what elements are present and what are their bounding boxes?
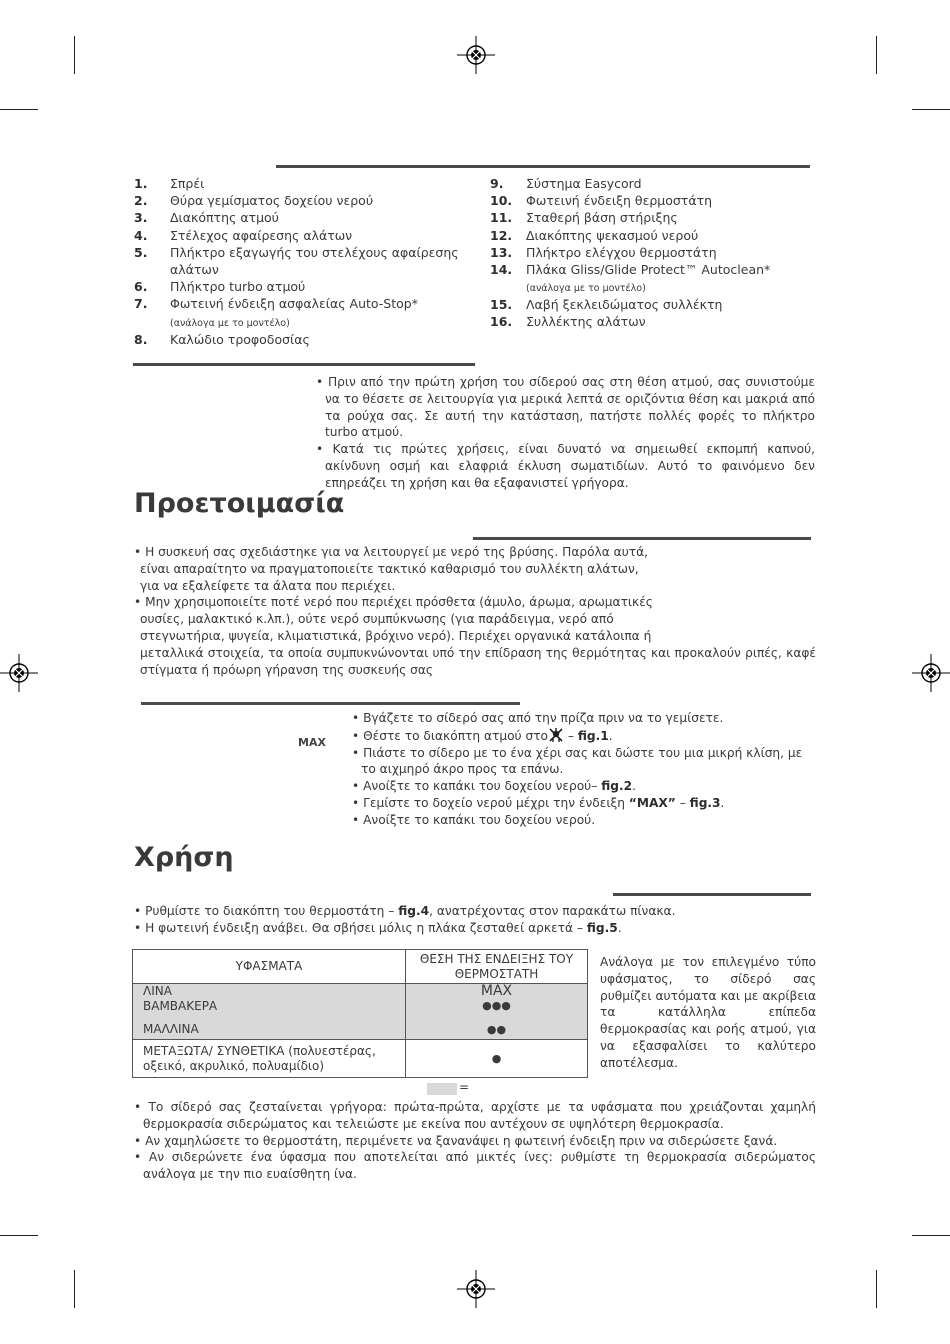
section-heading-use: Χρήση	[134, 842, 234, 873]
shade-swatch	[427, 1083, 457, 1095]
parts-list-right	[490, 175, 810, 331]
crop-mark	[74, 1270, 75, 1308]
text-line: • Μην χρησιμοποιείτε ποτέ νερό που περιέχει πρόσθετα (άμυλο, άρωμα, αρωματικές	[134, 595, 653, 610]
step: • Γεμίστε το δοχείο νερού μέχρι την ένδειξη “MAX” – fig.3.	[352, 795, 725, 810]
text-line: στεγνωτήρια, ψυγεία, κλιματιστικά, βρόχινο νερό). Περιέχει οργανικά κατάλοιπα ή	[140, 628, 652, 643]
ironing-tips	[134, 1099, 816, 1183]
tip: • Αν σιδερώνετε ένα ύφασμα που αποτελείται από μικτές ίνες: ρυθμίστε τη θερμοκρασία σιδερώματος ανάλογα με την πιο ευαίσθητη ίνα.	[134, 1150, 816, 1182]
section-heading-preparation: Προετοιμασία	[134, 488, 345, 519]
shade-legend: =	[459, 1080, 470, 1094]
water-text	[134, 544, 816, 678]
step: • Ανοίξτε το καπάκι του δοχείου νερού.	[352, 812, 596, 827]
table-row	[133, 984, 588, 1040]
list-item: 1. Σπρέι	[134, 176, 205, 191]
tip: • Το σίδερό σας ζεσταίνεται γρήγορα: πρώτα-πρώτα, αρχίστε με τα υφάσματα που χρειάζονται χαμηλή θερμοκρασία σιδερώματος και τελειώστε με εκείνα που αντέχουν σε υψηλότερη θερμοκρασία.	[134, 1100, 816, 1131]
crop-mark	[74, 36, 75, 74]
paragraph: • Κατά τις πρώτες χρήσεις, είναι δυνατό να σημειωθεί εκπομπή καπνού, ακίνδυνη οσμή και ελαφριά έκλυση σωματιδίων. Αυτό το φαινόμενο δεν επηρεάζει τη χρήση και θα εξαφανιστεί γρήγορα.	[316, 442, 815, 490]
registration-mark-icon	[912, 654, 950, 692]
step: • Θέστε το διακόπτη ατμού στο – fig.1.	[352, 728, 613, 743]
registration-mark-icon	[457, 36, 495, 74]
figure-ref: fig.1	[577, 728, 609, 743]
parts-list-left	[134, 175, 464, 348]
tip: • Αν χαμηλώσετε το θερμοστάτη, περιμένετε να ξανανάψει η φωτεινή ένδειξη πριν να σιδερώσετε ξανά.	[134, 1133, 778, 1148]
list-item: 5. Πλήκτρο εξαγωγής του στελέχους αφαίρεσης αλάτων	[134, 244, 459, 278]
section-rule	[141, 702, 520, 705]
figure-ref: fig.4	[398, 904, 430, 918]
section-rule	[276, 165, 810, 168]
text-line: • Η συσκευή σας σχεδιάστηκε για να λειτουργεί με νερό της βρύσης. Παρόλα αυτά,	[134, 545, 648, 559]
steam-dry-icon	[548, 727, 564, 743]
text-line: για να εξαλείφετε τα άλατα που περιέχει.	[140, 578, 396, 593]
step: • Η φωτεινή ένδειξη ανάβει. Θα σβήσει μόλις η πλάκα ζεσταθεί αρκετά – fig.5.	[134, 920, 622, 935]
table-header: ΘΕΣΗ ΤΗΣ ΕΝΔΕΙΞΗΣ ΤΟΥ ΘΕΡΜΟΣΤΑΤΗ	[406, 950, 588, 984]
step: • Ανοίξτε το καπάκι του δοχείου νερού– fig.2.	[352, 779, 636, 794]
fill-steps	[352, 710, 816, 829]
crop-mark	[912, 1235, 950, 1236]
list-item: 8. Καλώδιο τροφοδοσίας	[134, 331, 310, 347]
list-item: 7. Φωτεινή ένδειξη ασφαλείας Auto-Stop* (ανάλογα με το μοντέλο)	[134, 296, 418, 329]
table-cell: ●	[406, 1040, 588, 1078]
step: • Πιάστε το σίδερο με το ένα χέρι σας και δώστε του μια μικρή κλίση, με το αιχμηρό άκρο προς τα επάνω.	[352, 745, 803, 777]
max-label: MAX	[298, 736, 326, 749]
section-rule	[613, 893, 811, 896]
list-item: 10. Φωτεινή ένδειξη θερμοστάτη	[490, 193, 713, 209]
list-item: 13. Πλήκτρο ελέγχου θερμοστάτη	[490, 244, 717, 260]
list-item: 6. Πλήκτρο turbo ατμού	[134, 279, 306, 295]
registration-mark-icon	[0, 654, 38, 692]
crop-mark	[912, 109, 950, 110]
list-item: 15. Λαβή ξεκλειδώματος συλλέκτη	[490, 297, 723, 313]
table-header: ΥΦΑΣΜΑΤΑ	[133, 950, 406, 984]
text-line: μεταλλικά στοιχεία, τα οποία συμπυκνώνονται υπό την επίδραση της θερμότητας και προκαλούν ριπές, καφέ στίγματα ή πρόωρη γήρανση της συσκευής σας	[140, 645, 816, 677]
table-cell: ΛΙΝΑ ΒΑΜΒΑΚΕΡΑ ΜΑΛΛΙΝΑ	[133, 984, 406, 1040]
figure-ref: fig.2	[601, 779, 633, 794]
list-item: 16. Συλλέκτης αλάτων	[490, 314, 646, 330]
crop-mark	[876, 36, 877, 74]
section-rule	[473, 537, 811, 540]
list-item: 3. Διακόπτης ατμού	[134, 210, 279, 226]
list-item: 9. Σύστημα Easycord	[490, 176, 642, 191]
table-cell: MAX ●●● ●●	[406, 984, 588, 1040]
registration-mark-icon	[457, 1270, 495, 1308]
model-note: (ανάλογα με το μοντέλο)	[526, 283, 646, 295]
first-use-text	[316, 374, 815, 492]
crop-mark	[0, 109, 38, 110]
text-line: ουσίες, μαλακτικό κ.λπ.), ούτε νερό συμπύκνωσης (για παράδειγμα, νερό από	[140, 612, 614, 627]
text-line: είναι απαραίτητο να πραγματοποιείτε τακτικό καθαρισμό του συλλέκτη αλάτων,	[140, 561, 639, 576]
table-row	[133, 950, 588, 984]
table-note: Ανάλογα με τον επιλεγμένο τύπο υφάσματος, το σίδερό σας ρυθμίζει αυτόματα και με ακρίβεια τα κατάλληλα επίπεδα θερμοκρασίας και ροής ατμού, για να εξασφαλίσει το καλύτερο αποτέλεσμα.	[600, 955, 816, 1070]
fabric-table	[132, 949, 588, 1078]
table-row	[133, 1040, 588, 1078]
crop-mark	[0, 1235, 38, 1236]
step: • Ρυθμίστε το διακόπτη του θερμοστάτη – fig.4, ανατρέχοντας στον παρακάτω πίνακα.	[134, 904, 676, 918]
section-rule	[133, 363, 475, 366]
crop-mark	[876, 1270, 877, 1308]
table-cell: ΜΕΤΑΞΩΤΑ/ ΣΥΝΘΕΤΙΚΑ (πολυεστέρας, οξεικό, ακρυλικό, πολυαμίδιο)	[133, 1040, 406, 1078]
list-item: 4. Στέλεχος αφαίρεσης αλάτων	[134, 227, 353, 243]
figure-ref: fig.5	[586, 920, 618, 935]
model-note: (ανάλογα με το μοντέλο)	[170, 317, 290, 329]
paragraph: • Πριν από την πρώτη χρήση του σίδερού σας στη θέση ατμού, σας συνιστούμε να το θέσετε σε λειτουργία για μερικά λεπτά σε οριζόντια θέση και μακριά από τα ρούχα σας. Σε αυτή την κατάσταση, πατήστε πολλές φορές το πλήκτρο turbo ατμού.	[316, 375, 815, 440]
list-item: 12. Διακόπτης ψεκασμού νερού	[490, 227, 699, 243]
list-item: 11. Σταθερή βάση στήριξης	[490, 210, 678, 226]
temperature-text	[134, 903, 816, 937]
list-item: 2. Θύρα γεμίσματος δοχείου νερού	[134, 193, 374, 209]
list-item: 14. Πλάκα Gliss/Glide Protect™ Autoclean* (ανάλογα με το μοντέλο)	[490, 262, 771, 295]
figure-ref: fig.3	[689, 795, 721, 810]
step: • Βγάζετε το σίδερό σας από την πρίζα πριν να το γεμίσετε.	[352, 711, 724, 725]
